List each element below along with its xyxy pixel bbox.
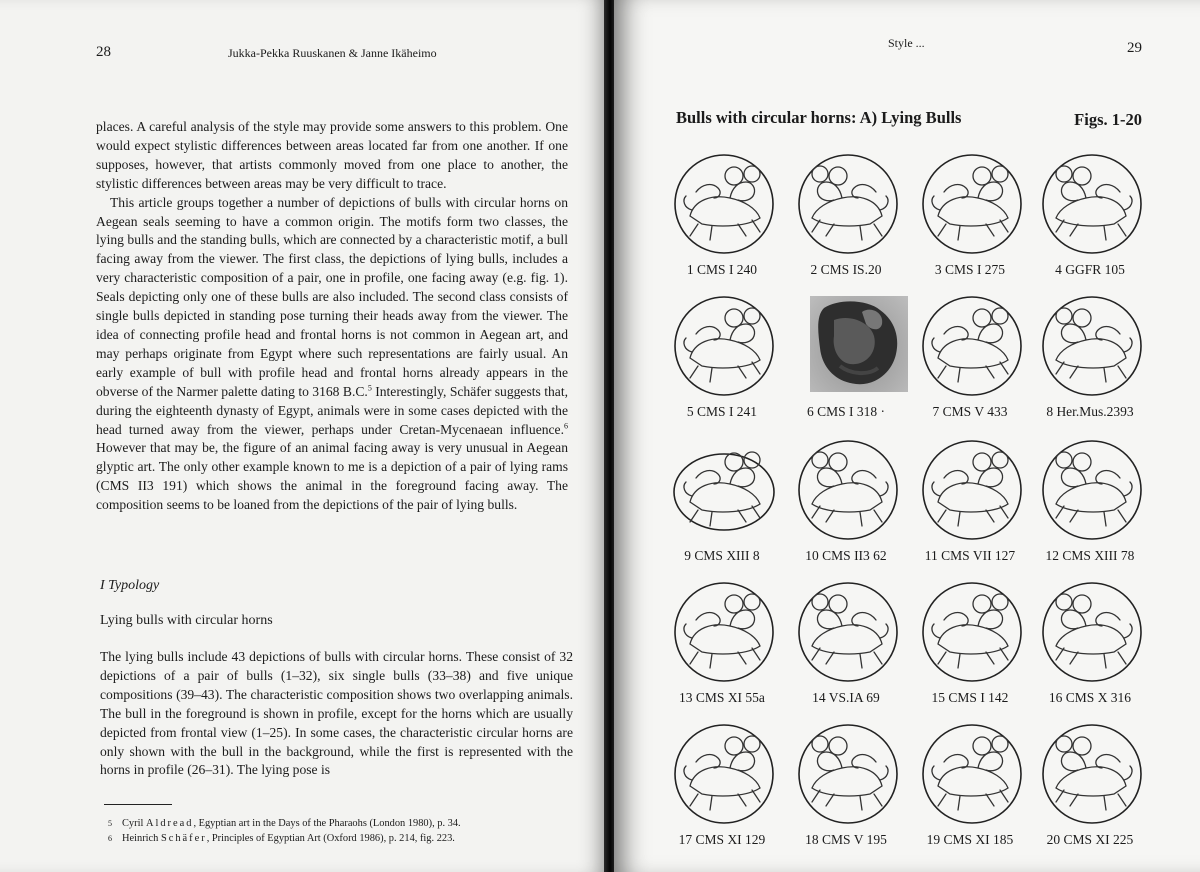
body-text-bottom bbox=[100, 648, 573, 780]
bull-seal-image bbox=[796, 152, 900, 256]
footnote-text: Heinrich bbox=[122, 833, 161, 844]
bull-seal-image bbox=[796, 438, 900, 542]
bull-seal-image bbox=[1040, 438, 1144, 542]
seal-figure bbox=[776, 438, 916, 588]
subheading: Lying bulls with circular horns bbox=[100, 613, 273, 628]
bull-seal-image bbox=[796, 580, 900, 684]
figure-caption: 15 CMS I 142 bbox=[931, 690, 1009, 705]
seal-drawing bbox=[672, 580, 776, 684]
paragraph-2-text-a: This article groups together a number of depictions of bulls with circular horns on Aegean seals seeming to have a common origin. The motifs form two classes, the lying bulls and the standing bulls, which are connected by a characteristic motif, a bull facing away from the viewer. The first class, the depictions of lying bulls, includes a very characteristic composition of a pair, one in profile, one facing away (e.g. fig. 1). Seals depicting only one of these bulls are also included. The second class consists of single bulls depicted in standing pose turning their heads away from the viewer. The idea of connecting profile head and frontal horns is not common in Aegean art, and may perhaps originate from Egypt where such representations are fairly usual. An early example of bull with profile head and frontal horns already appears in the obverse of the Narmer palette dating to 3168 B.C. bbox=[96, 194, 568, 399]
figure-caption: 19 CMS XI 185 bbox=[926, 832, 1014, 847]
seal-figure bbox=[776, 152, 916, 302]
figure-caption: 14 VS.IA 69 bbox=[812, 690, 880, 705]
seal-drawing bbox=[672, 722, 776, 826]
bull-seal-image bbox=[672, 580, 776, 684]
seal-figure bbox=[652, 438, 792, 588]
bull-seal-image bbox=[1040, 722, 1144, 826]
figure-caption: 11 CMS VII 127 bbox=[924, 548, 1016, 563]
seal-photo-image bbox=[810, 296, 908, 392]
figure-caption: 20 CMS XI 225 bbox=[1046, 832, 1134, 847]
figure-caption: 12 CMS XIII 78 bbox=[1045, 548, 1135, 563]
bull-seal-image bbox=[1040, 580, 1144, 684]
paragraph-2-text-c: However that may be, the figure of an animal facing away is very unusual in Aegean glyptic art. The only other example known to me is a depiction of a pair of lying rams (CMS II3 191) which shows the animal in the foreground facing away. The composition seems to be loaned from the depictions of the pair of lying bulls. bbox=[96, 440, 568, 513]
bull-seal-image bbox=[672, 438, 776, 542]
figure-caption: 5 CMS I 241 bbox=[686, 404, 758, 419]
seal-figure bbox=[1020, 580, 1160, 730]
bull-seal-image bbox=[920, 722, 1024, 826]
footnote-author: Schäfer bbox=[160, 833, 207, 844]
left-running-head: Jukka-Pekka Ruuskanen & Janne Ikäheimo bbox=[228, 46, 437, 60]
bull-seal-image bbox=[920, 438, 1024, 542]
figure-caption: 8 Her.Mus.2393 bbox=[1046, 404, 1134, 419]
seal-drawing bbox=[672, 152, 776, 256]
figure-caption: 10 CMS II3 62 bbox=[805, 548, 887, 563]
bull-seal-image bbox=[672, 722, 776, 826]
figure-caption: 4 GGFR 105 bbox=[1055, 262, 1125, 277]
figure-caption: 1 CMS I 240 bbox=[686, 262, 758, 277]
footnote-author: Aldread bbox=[145, 818, 194, 829]
figure-caption: 18 CMS V 195 bbox=[805, 832, 887, 847]
paragraph-2-text-b: Interestingly, Schäfer suggests that, during the eighteenth dynasty of Egypt, animals were in some cases depicted with the head turned away from the viewer, perhaps under Cretan-Mycenaean influence. bbox=[96, 383, 568, 437]
seal-drawing bbox=[1040, 152, 1144, 256]
bull-seal-image bbox=[672, 294, 776, 398]
right-page bbox=[614, 0, 1200, 872]
seal-drawing bbox=[796, 438, 900, 542]
figure-caption: 2 CMS IS.20 bbox=[810, 262, 882, 277]
section-heading: I Typology bbox=[100, 578, 160, 593]
seal-drawing bbox=[1040, 722, 1144, 826]
footnote-mark: 5 bbox=[108, 819, 112, 828]
footnote-ref-5: 5 bbox=[367, 383, 372, 393]
plate-figures-range: Figs. 1-20 bbox=[1074, 110, 1142, 129]
seal-drawing bbox=[920, 294, 1024, 398]
seal-figure bbox=[1020, 438, 1160, 588]
bull-seal-image bbox=[1040, 152, 1144, 256]
seal-figure bbox=[900, 580, 1040, 730]
left-page-number: 28 bbox=[96, 44, 111, 60]
footnote-5 bbox=[108, 816, 578, 831]
paragraph-1: places. A careful analysis of the style may provide some answers to this problem. One would expect stylistic differences between areas located far from one another. If one supposes, however, that artists commonly moved from one place to another, the stylistic differences between areas may be very difficult to trace. bbox=[96, 119, 568, 191]
figure-caption: 9 CMS XIII 8 bbox=[684, 548, 760, 563]
seal-figure bbox=[1020, 722, 1160, 872]
seal-drawing bbox=[920, 438, 1024, 542]
figure-caption: 7 CMS V 433 bbox=[932, 404, 1008, 419]
seal-figure bbox=[776, 580, 916, 730]
footnotes bbox=[108, 816, 578, 846]
figure-caption: 13 CMS XI 55a bbox=[679, 690, 765, 705]
bull-seal-image bbox=[1040, 294, 1144, 398]
seal-figure bbox=[900, 152, 1040, 302]
seal-drawing bbox=[1040, 580, 1144, 684]
seal-drawing bbox=[920, 722, 1024, 826]
seal-drawing bbox=[920, 580, 1024, 684]
bull-seal-image bbox=[672, 152, 776, 256]
footnote-6 bbox=[108, 831, 578, 846]
footnote-text: , Egyptian art in the Days of the Pharaohs (London 1980), p. 34. bbox=[193, 818, 461, 829]
seal-figure bbox=[900, 438, 1040, 588]
figure-caption: 6 CMS I 318 · bbox=[806, 404, 885, 419]
seal-figure bbox=[652, 580, 792, 730]
body-text-top bbox=[96, 118, 568, 515]
figure-caption: 17 CMS XI 129 bbox=[678, 832, 766, 847]
bull-seal-image bbox=[920, 152, 1024, 256]
bull-seal-image bbox=[920, 580, 1024, 684]
plate-title: Bulls with circular horns: A) Lying Bulls bbox=[676, 108, 962, 127]
seal-drawing bbox=[796, 580, 900, 684]
paragraph-3: The lying bulls include 43 depictions of bulls with circular horns. These consist of 32 depictions of a pair of bulls (1–32), six single bulls (33–38) and five unique compositions (39–43). The characteristic composition shows two overlapping animals. The bull in the foreground is shown in profile, except for the horns which are usually depicted from frontal view (1–25). In some cases, the characteristic circular horns are only shown with the bull in the background, while the first is represented with the horns in profile (26–31). The lying pose is bbox=[100, 649, 573, 778]
seal-drawing bbox=[672, 438, 776, 542]
right-page-number: 29 bbox=[1127, 40, 1142, 56]
seal-figure bbox=[652, 722, 792, 872]
seal-drawing bbox=[672, 294, 776, 398]
seal-drawing bbox=[920, 152, 1024, 256]
figure-caption: 3 CMS I 275 bbox=[934, 262, 1006, 277]
footnote-rule bbox=[104, 804, 172, 805]
seal-drawing bbox=[796, 722, 900, 826]
bull-seal-image bbox=[920, 294, 1024, 398]
footnote-text: , Principles of Egyptian Art (Oxford 1986), p. 214, fig. 223. bbox=[206, 833, 455, 844]
seal-drawing bbox=[796, 152, 900, 256]
seal-figure bbox=[652, 152, 792, 302]
footnote-mark: 6 bbox=[108, 834, 112, 843]
paragraph-2 bbox=[96, 194, 568, 515]
seal-figure bbox=[900, 722, 1040, 872]
bull-seal-image bbox=[796, 722, 900, 826]
footnote-ref-6: 6 bbox=[564, 420, 568, 430]
seal-figure bbox=[1020, 152, 1160, 302]
footnote-text: Cyril bbox=[122, 818, 146, 829]
seal-figure bbox=[776, 722, 916, 872]
seal-figure bbox=[652, 294, 792, 444]
seal-figure bbox=[1020, 294, 1160, 444]
right-running-head: Style ... bbox=[888, 36, 925, 50]
seal-drawing bbox=[1040, 438, 1144, 542]
seal-figure bbox=[900, 294, 1040, 444]
figure-caption: 16 CMS X 316 bbox=[1048, 690, 1132, 705]
seal-photograph bbox=[810, 296, 908, 392]
seal-drawing bbox=[1040, 294, 1144, 398]
